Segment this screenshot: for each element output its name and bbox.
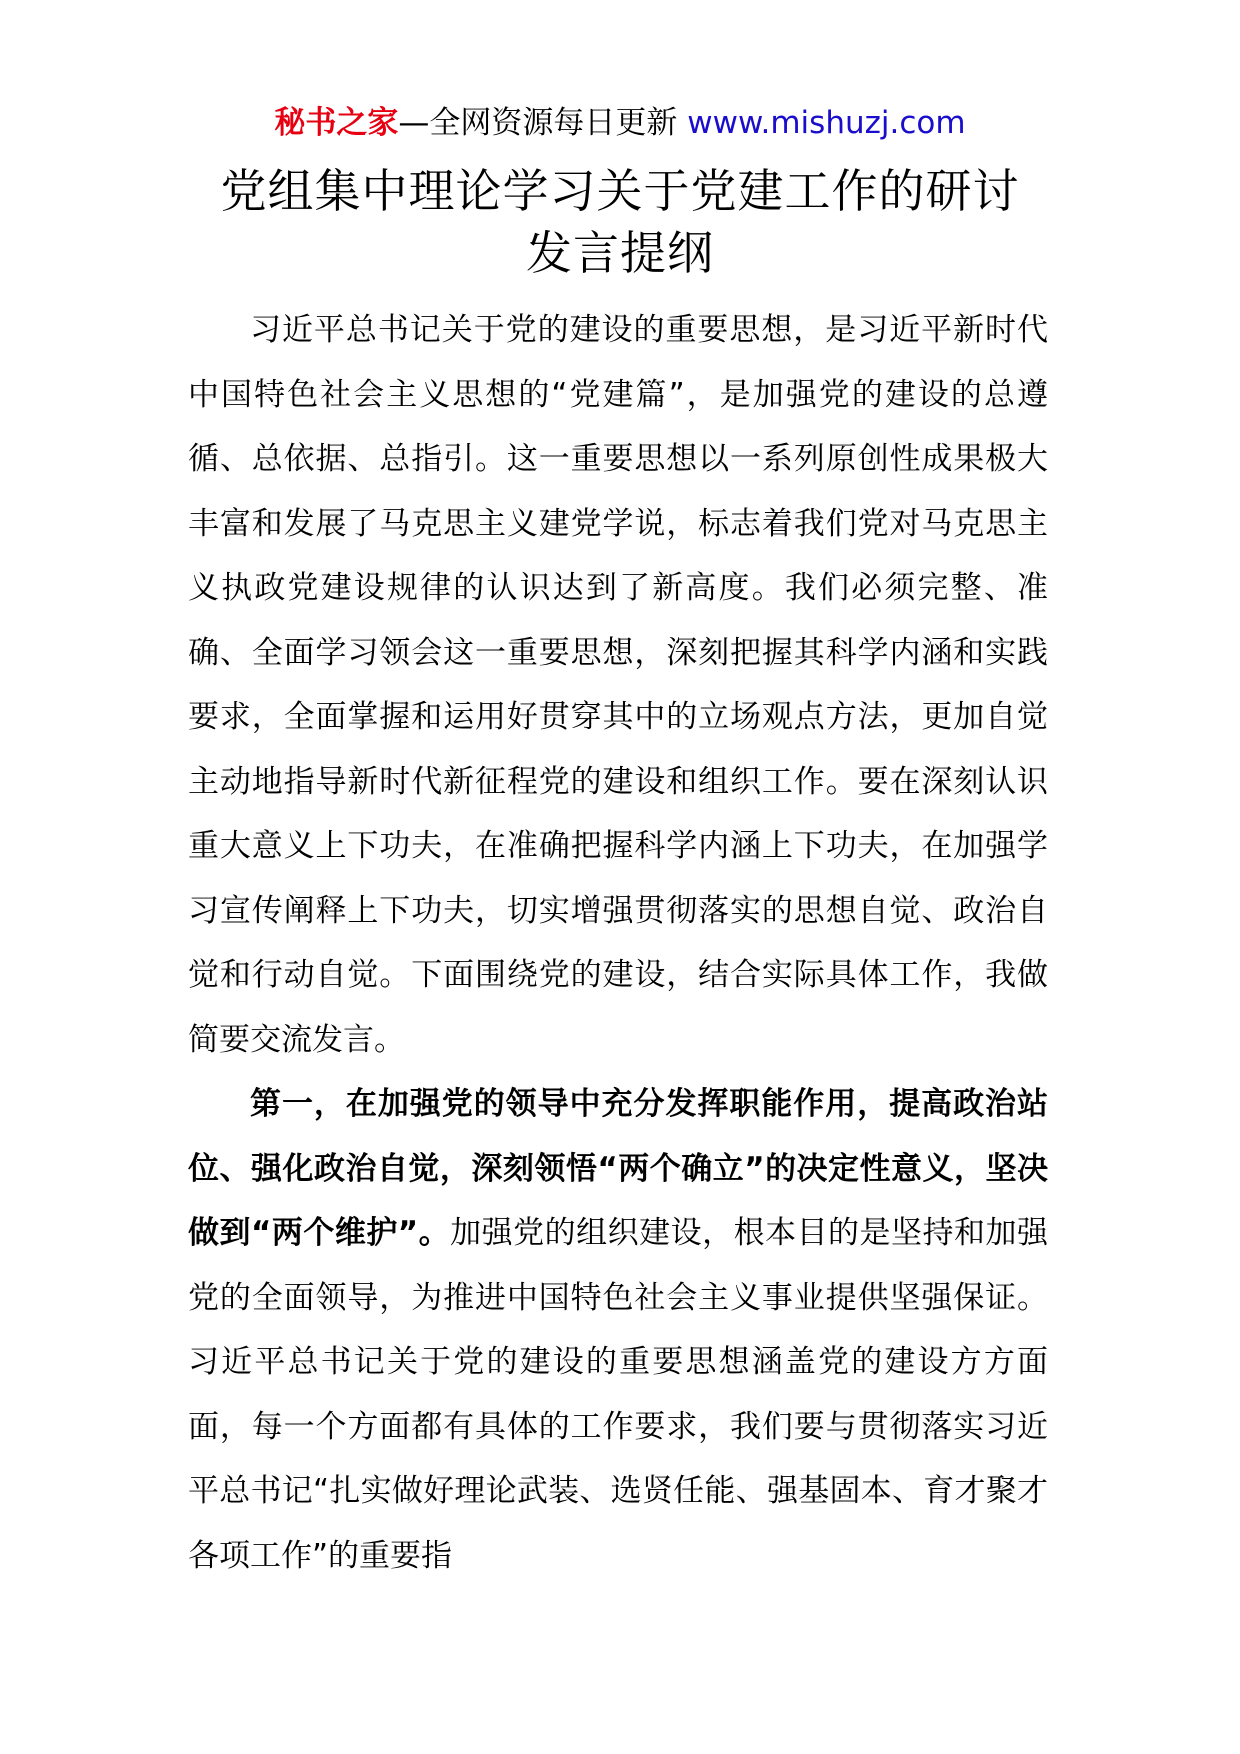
paragraph-intro: 习近平总书记关于党的建设的重要思想，是习近平新时代中国特色社会主义思想的“党建篇”，是加强党的建设的总遵循、总依据、总指引。这一重要思想以一系列原创性成果极大丰富和发展了马克思主义建党学说，标志着我们党对马克思主义执政党建设规律的认识达到了新高度。我们必须完整、准确、全面学习领会这一重要思想，深刻把握其科学内涵和实践要求，全面掌握和运用好贯穿其中的立场观点方法，更加自觉主动地指导新时代新征程党的建设和组织工作。要在深刻认识重大意义上下功夫，在准确把握科学内涵上下功夫，在加强学习宣传阐释上下功夫，切实增强贯彻落实的思想自觉、政治自觉和行动自觉。下面围绕党的建设，结合实际具体工作，我做简要交流发言。 [188, 312, 1048, 1058]
site-tagline: —全网资源每日更新 [398, 105, 688, 141]
document-body [188, 298, 1048, 1588]
title-line-1: 党组集中理论学习关于党建工作的研讨 [220, 164, 1020, 218]
paragraph-first-point [188, 1072, 1048, 1588]
title-line-2: 发言提纲 [526, 226, 714, 280]
watermark-header [0, 100, 1240, 146]
paragraph-lead-sentence: 第一，在加强党的领导中充分发挥职能作用，提高政治站位、强化政治自觉，深刻领悟“两个确立”的决定性意义，坚决做到“两个维护”。 [188, 1086, 1048, 1251]
paragraph-body-text: 加强党的组织建设，根本目的是坚持和加强党的全面领导，为推进中国特色社会主义事业提供坚强保证。习近平总书记关于党的建设的重要思想涵盖党的建设方方面面，每一个方面都有具体的工作要求，我们要与贯彻落实习近平总书记“扎实做好理论武装、选贤任能、强基固本、育才聚才各项工作”的重要指 [188, 1215, 1049, 1574]
site-url-link[interactable]: www.mishuzj.com [687, 105, 966, 141]
site-name: 秘书之家 [274, 105, 399, 141]
document-title [150, 160, 1090, 284]
